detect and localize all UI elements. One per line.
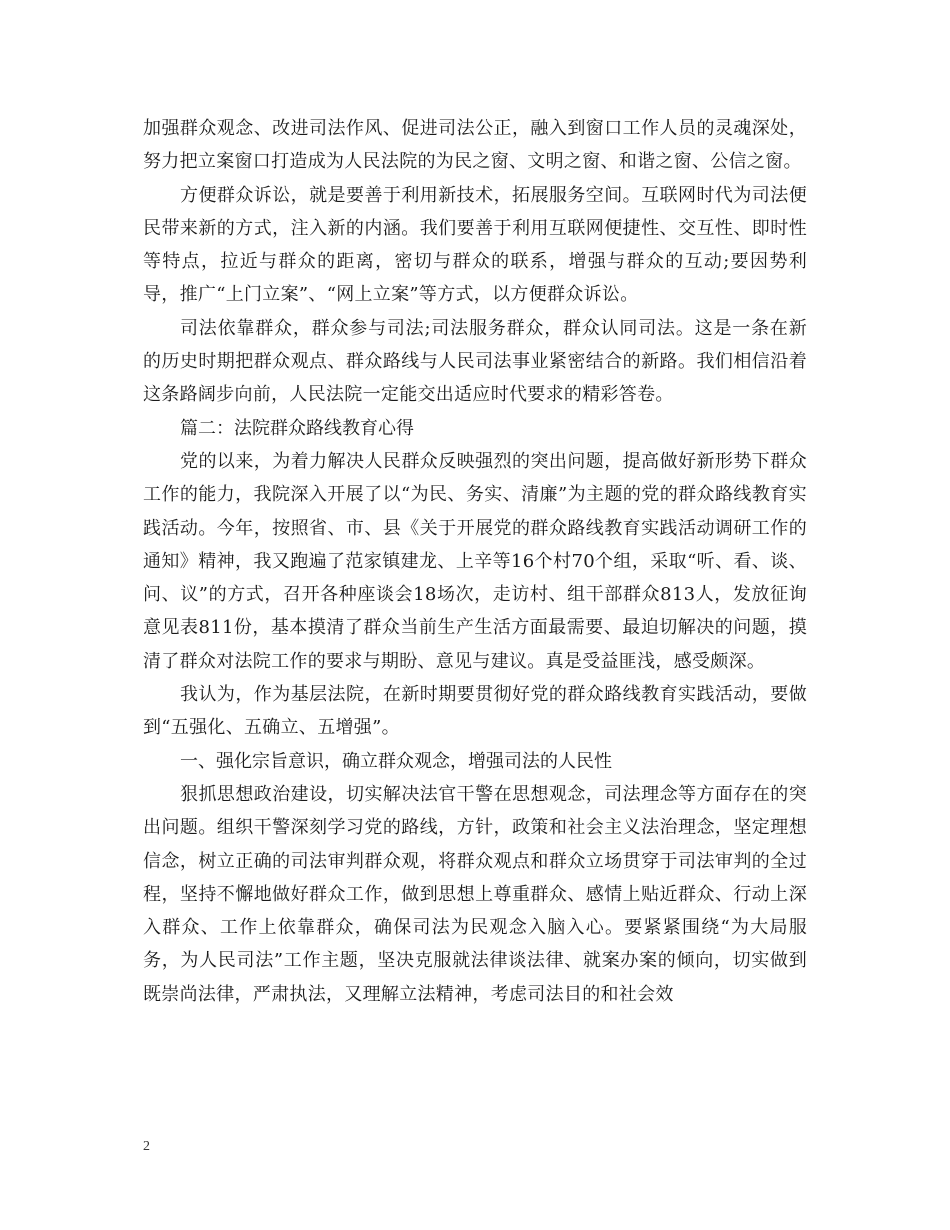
section-heading-part-two: 篇二：法院群众路线教育心得: [180, 417, 414, 439]
paragraph-1: 加强群众观念、改进司法作风、促进司法公正，融入到窗口工作人员的灵魂深处，努力把立案窗口打造成为人民法院的为民之窗、文明之窗、和谐之窗、公信之窗。: [143, 118, 807, 173]
paragraph-3: 司法依靠群众，群众参与司法;司法服务群众，群众认同司法。这是一条在新的历史时期把群众观点、群众路线与人民司法事业紧密结合的新路。我们相信沿着这条路阔步向前，人民法院一定能交出适应时代要求的精彩答卷。: [143, 317, 807, 406]
paragraph-6: 狠抓思想政治建设，切实解决法官干警在思想观念，司法理念等方面存在的突出问题。组织干警深刻学习党的路线，方针，政策和社会主义法治理念，坚定理想信念，树立正确的司法审判群众观，将群众观点和群众立场贯穿于司法审判的全过程，坚持不懈地做好群众工作，做到思想上尊重群众、感情上贴近群众、行动上深入群众、工作上依靠群众，确保司法为民观念入脑入心。要紧紧围绕“为大局服务，为人民司法”工作主题，坚决克服就法律谈法律、就案办案的倾向，切实做到既崇尚法律，严肃执法，又理解立法精神，考虑司法目的和社会效: [143, 783, 807, 1005]
subheading-one: 一、强化宗旨意识，确立群众观念，增强司法的人民性: [180, 750, 612, 772]
paragraph-5: 我认为，作为基层法院，在新时期要贯彻好党的群众路线教育实践活动，要做到“五强化、五确立、五增强”。: [143, 684, 807, 739]
paragraph-4: 党的以来，为着力解决人民群众反映强烈的突出问题，提高做好新形势下群众工作的能力，我院深入开展了以“为民、务实、清廉”为主题的党的群众路线教育实践活动。今年，按照省、市、县《关于开展党的群众路线教育实践活动调研工作的通知》精神，我又跑遍了范家镇建龙、上辛等16个村70个组，采取“听、看、谈、问、议”的方式，召开各种座谈会18场次，走访村、组干部群众813人，发放征询意见表811份，基本摸清了群众当前生产生活方面最需要、最迫切解决的问题，摸清了群众对法院工作的要求与期盼、意见与建议。真是受益匪浅，感受颇深。: [143, 450, 807, 672]
page-number: 2: [143, 1139, 150, 1154]
paragraph-2: 方便群众诉讼，就是要善于利用新技术，拓展服务空间。互联网时代为司法便民带来新的方式，注入新的内涵。我们要善于利用互联网便捷性、交互性、即时性等特点，拉近与群众的距离，密切与群众的联系，增强与群众的互动;要因势利导，推广“上门立案”、“网上立案”等方式，以方便群众诉讼。: [143, 184, 807, 306]
document-body: [143, 112, 807, 1011]
